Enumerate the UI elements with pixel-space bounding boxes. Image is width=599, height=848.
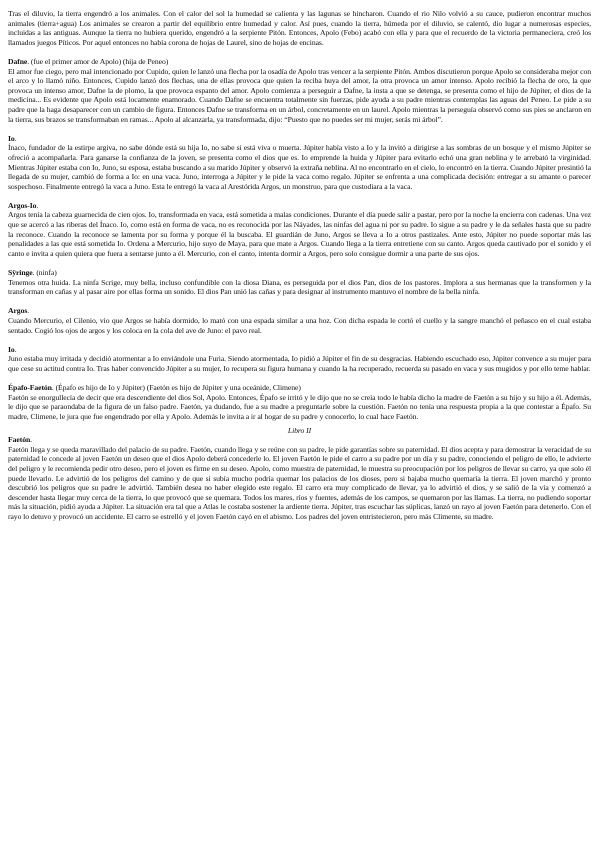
section-text: Faetón se enorgullecía de decir que era descendiente del dios Sol, Apolo. Entonces, Épafo se irritó y le dijo que no se creía todo le había dicho la madre de Faetón a su hijo y su hijo a él. Además, le dijo que se paraondaba de la figura de un falso padre. Faetón, ya dudando, fue a su madre a preguntarle sobre la cuestión. Faetón no tenía una respuesta propia a la que contestar a Épafo. Su madre, Climene, le jura que fue engendrado por ella y Apolo. Además le invita a ir al hogar de su padre y conocerlo, lo cual hace Faetón.: [8, 392, 591, 421]
section-io-1: [8, 134, 591, 192]
section-faeton: [8, 435, 591, 521]
section-subtitle: .: [36, 200, 39, 210]
section-heading-line: [8, 383, 591, 393]
section-title: Argos-Io: [8, 200, 37, 210]
book-heading: Libro II: [287, 425, 312, 435]
section-title: Dafne: [8, 56, 28, 66]
section-subtitle: . (Épafo es hijo de Io y Júpiter) (Faetón es hijo de Júpiter y una oceánide, Climene): [51, 383, 301, 393]
section-subtitle: .: [27, 306, 30, 316]
section-title: Sÿringe: [8, 268, 33, 278]
section-argos-io: [8, 201, 591, 259]
section-text: Cuando Mercurio, el Cilenio, vio que Argos se había dormido, lo mató con una espada similar a una hoz. Con dicha espada le cortó el cuello y la sangre manchó el peñasco en el cual estaba sentado. Cogió los ojos de argos y los coloca en la cola del ave de Juno: el pavo real.: [8, 316, 591, 335]
section-text: Juno estaba muy irritada y decidió atormentar a Io enviándole una Furia. Siendo atormentada, Io pidió a Júpiter el fin de su desgracias. Habiendo escuchado eso, Júpiter convence a su mujer para que cese su actitud contra Io. Tras haber convencido Júpiter a su mujer, Io recupera su figura humana y cuando la ha recuperado, recuerda su pasado en vaca y sus mugidos y por ello teme hablar.: [8, 354, 591, 373]
section-dafne: [8, 57, 591, 124]
section-title: Argos: [8, 306, 28, 316]
section-heading-line: [8, 201, 591, 211]
section-epafo-faeton: [8, 383, 591, 421]
section-text: Argos tenía la cabeza guarnecida de cien ojos. Io, transformada en vaca, está sometida a malas condiciones. Durante el día puede salir a pastar, pero por la noche la encierra con cadenas. Una vez que se acercó a las riberas del Ínaco. Io, como está en forma de vaca, no es reconocida por las Náyades, las ninfas del agua ni por su padre. Io sigue a su padre y le da señales hasta que su padre la reconoce. Cuando la reconoce se lamenta por su forma y porque él la buscaba. El guardián de Juno, Argos se lleva a Io a otros pastizales. Ante esto, Júpiter no puede soportar más las penalidades a las que está sometida Io. Ordena a Mercurio, hijo suyo de Maya, para que mate a Argos. Cuando llega a la tierra entretiene con su canto. Argos queda cautivado por el sonido y el canto e invita a quien quiera que fuera a sentarse junto a él. Mercurio, con el canto, intenta dormir a Argos, pero solo consigue dormir a una parte de sus ojos.: [8, 210, 591, 258]
section-subtitle: .: [14, 344, 17, 354]
section-heading-line: [8, 57, 591, 67]
section-text: Ínaco, fundador de la estirpe argiva, no sabe dónde está su hija Io, no sabe si está viva o muerta. Júpiter había visto a Io y la invitó a dirigirse a las sombras de un bosque y el mismo Júpiter se ofreció a acompañarla. Para ganarse la confianza de la joven, se presenta como el dios que es. Io emprende la huida y Júpiter para evitarlo echó una gran neblina y le arrebató la virginidad. Mientras Júpiter estaba con Io, Juno, su esposa, estaba buscando a su marido Júpiter y observó la extraña neblina. Al no encontrarlo en el cielo, lo encontró en la tierra. Cuando Júpiter presintió la llegada de su mujer, cambió de forma a Io: en una vaca. Juno, interroga a Júpiter y le pide la vaca como regalo. Júpiter se enfrenta a una complicada decisión: entregar a su amante o parecer sospechoso. Finalmente entregó la vaca a Juno. Esta le entregó la vaca al Arestórida Argos, un monstruo, para que custodiara a la vaca.: [8, 143, 591, 191]
section-title: Faetón: [8, 435, 31, 445]
section-heading-line: [8, 345, 591, 355]
section-subtitle: . (fue el primer amor de Apolo) (hija de Peneo): [27, 56, 169, 66]
section-text: Faetón llega y se queda maravillado del palacio de su padre. Faetón, cuando llega y se reúne con su padre, le pide garantías sobre su paternidad. El dios acepta y para demostrar la veracidad de su paternidad le concede al joven Faetón un deseo que el dios Apolo deberá concederle lo. El joven Faetón le pide el carro a su padre por un día y su padre, conociendo el peligro de ello, le advierte del peligro y le recomienda pedir otro deseo, pero el joven es firme en su deseo. Apolo, como muestra de paternidad, le muestra su preocupación por los peligros de llevar su carro, ya que solo él puede llevarlo. Le advirtió de los peligros del camino y de que si subía mucho podría quemar los palacios de los dioses, pero si bajaba mucho quemaría la tierra. El joven marchó y pronto descubrió los peligros que su padre le advirtió. También desea no haber elegido este regalo. El carro era muy complicado de llevar, ya lo advirtió el dios, y se salió de la vía y comenzó a descender hasta llegar muy cerca de la tierra, lo que provocó que se quemara. Todos los mares, ríos y fuentes, además de los campos, se quemaron por las llamas. La tierra, no pudiendo soportar más la situación, pidió ayuda a Júpiter. La situación era tal que a Atlas le costaba sostener la ardiente tierra. Júpiter, tras escuchar las súplicas, lanzó un rayo al joven Faetón para detenerlo. Con el rayo lo detuvo y provocó un accidente. El carro se estrelló y el joven Faetón cayó en el abismo. Los padres del joven entristecieron, pero más Climente, su madre.: [8, 444, 591, 521]
section-subtitle: .: [30, 435, 32, 445]
section-siringe: [8, 268, 591, 297]
section-text: Tenemos otra huida. La ninfa Scrige, muy bella, incluso confundible con la diosa Diana, es perseguida por el dios Pan, dios de los pastores. Implora a sus hermanas que la transformen y la transforman en cañas y al pasar aire por ellas forma un sonido. El dios Pan unió las cañas y para designar al instrumento mantuvo el nombre de la bella ninfa.: [8, 277, 591, 297]
section-subtitle: . (ninfa): [32, 268, 57, 278]
section-subtitle: .: [14, 133, 17, 143]
section-title: Épafo-Faetón: [8, 383, 52, 393]
section-argos-2: [8, 306, 591, 335]
section-title: Io: [8, 133, 15, 143]
intro-paragraph: Tras el diluvio, la tierra engendró a los animales. Con el calor del sol la humedad se calienta y las lagunas se hincharon. Cuando el rio Nilo volvió a su cauce, pudieron encontrar muchos animales (tierra+agua) Los animales se crearon a partir del equilibrio entre humedad y calor. Así pues, cuando la tierra, húmeda por el diluvio, se calentó, dio lugar a numerosas especies, incluidas a las antiguas. Aunque la tierra no hubiera querido, engendró a la serpiente Pitón. Entonces, Apolo (Febo) acabó con ella y para que el recuerdo de la victoria permaneciera, creó los llamados juegos Píticos. Por aquel entonces no había corona de hojas de Laurel, sino de hojas de encinas.: [8, 9, 591, 47]
section-heading-line: [8, 306, 591, 316]
section-heading-line: [8, 134, 591, 144]
section-heading-line: [8, 435, 591, 445]
section-io-2: [8, 345, 591, 374]
section-text: El amor fue ciego, pero mal intencionado por Cupido, quien le lanzó una flecha por la osadía de Apolo tras vencer a la serpiente Pitón. Ambos discutieron porque Apolo se consideraba mejor con el arco y lo llamó niño. Entonces, Cupido lanzó dos flechas, una de ellas provoca que quien la reciba huya del amor, la otra provoca un amor intenso. Apolo recibió la flecha de oro, la que provoca un intenso amor, Dafne la de plomo, la que provoca espanto del amor. Apolo comienza a perseguir a Dafne, la insta a que se detenga, se presenta como el hijo de Júpiter, el dios de la medicina... Es evidente que Apolo está locamente enamorado. Cuando Dafne se encuentra totalmente sin fuerzas, pide ayuda a su padre mientras contemplas las aguas del Peneo. Le pide a su padre que la haga desaparecer con un cambio de figura. Entonces Dafne se transforma en un árbol, concretamente en un laurel. Apolo mientras la perseguía observó como sus pies se anclaron en la tierra, sus brazos se transformaban en ramas... Apolo al alcanzarla, ya transformada, dijo: “Puesto que no puedes ser mi mujer, serás mi árbol”.: [8, 66, 591, 124]
section-heading-line: [8, 268, 591, 278]
section-title: Io: [8, 344, 15, 354]
